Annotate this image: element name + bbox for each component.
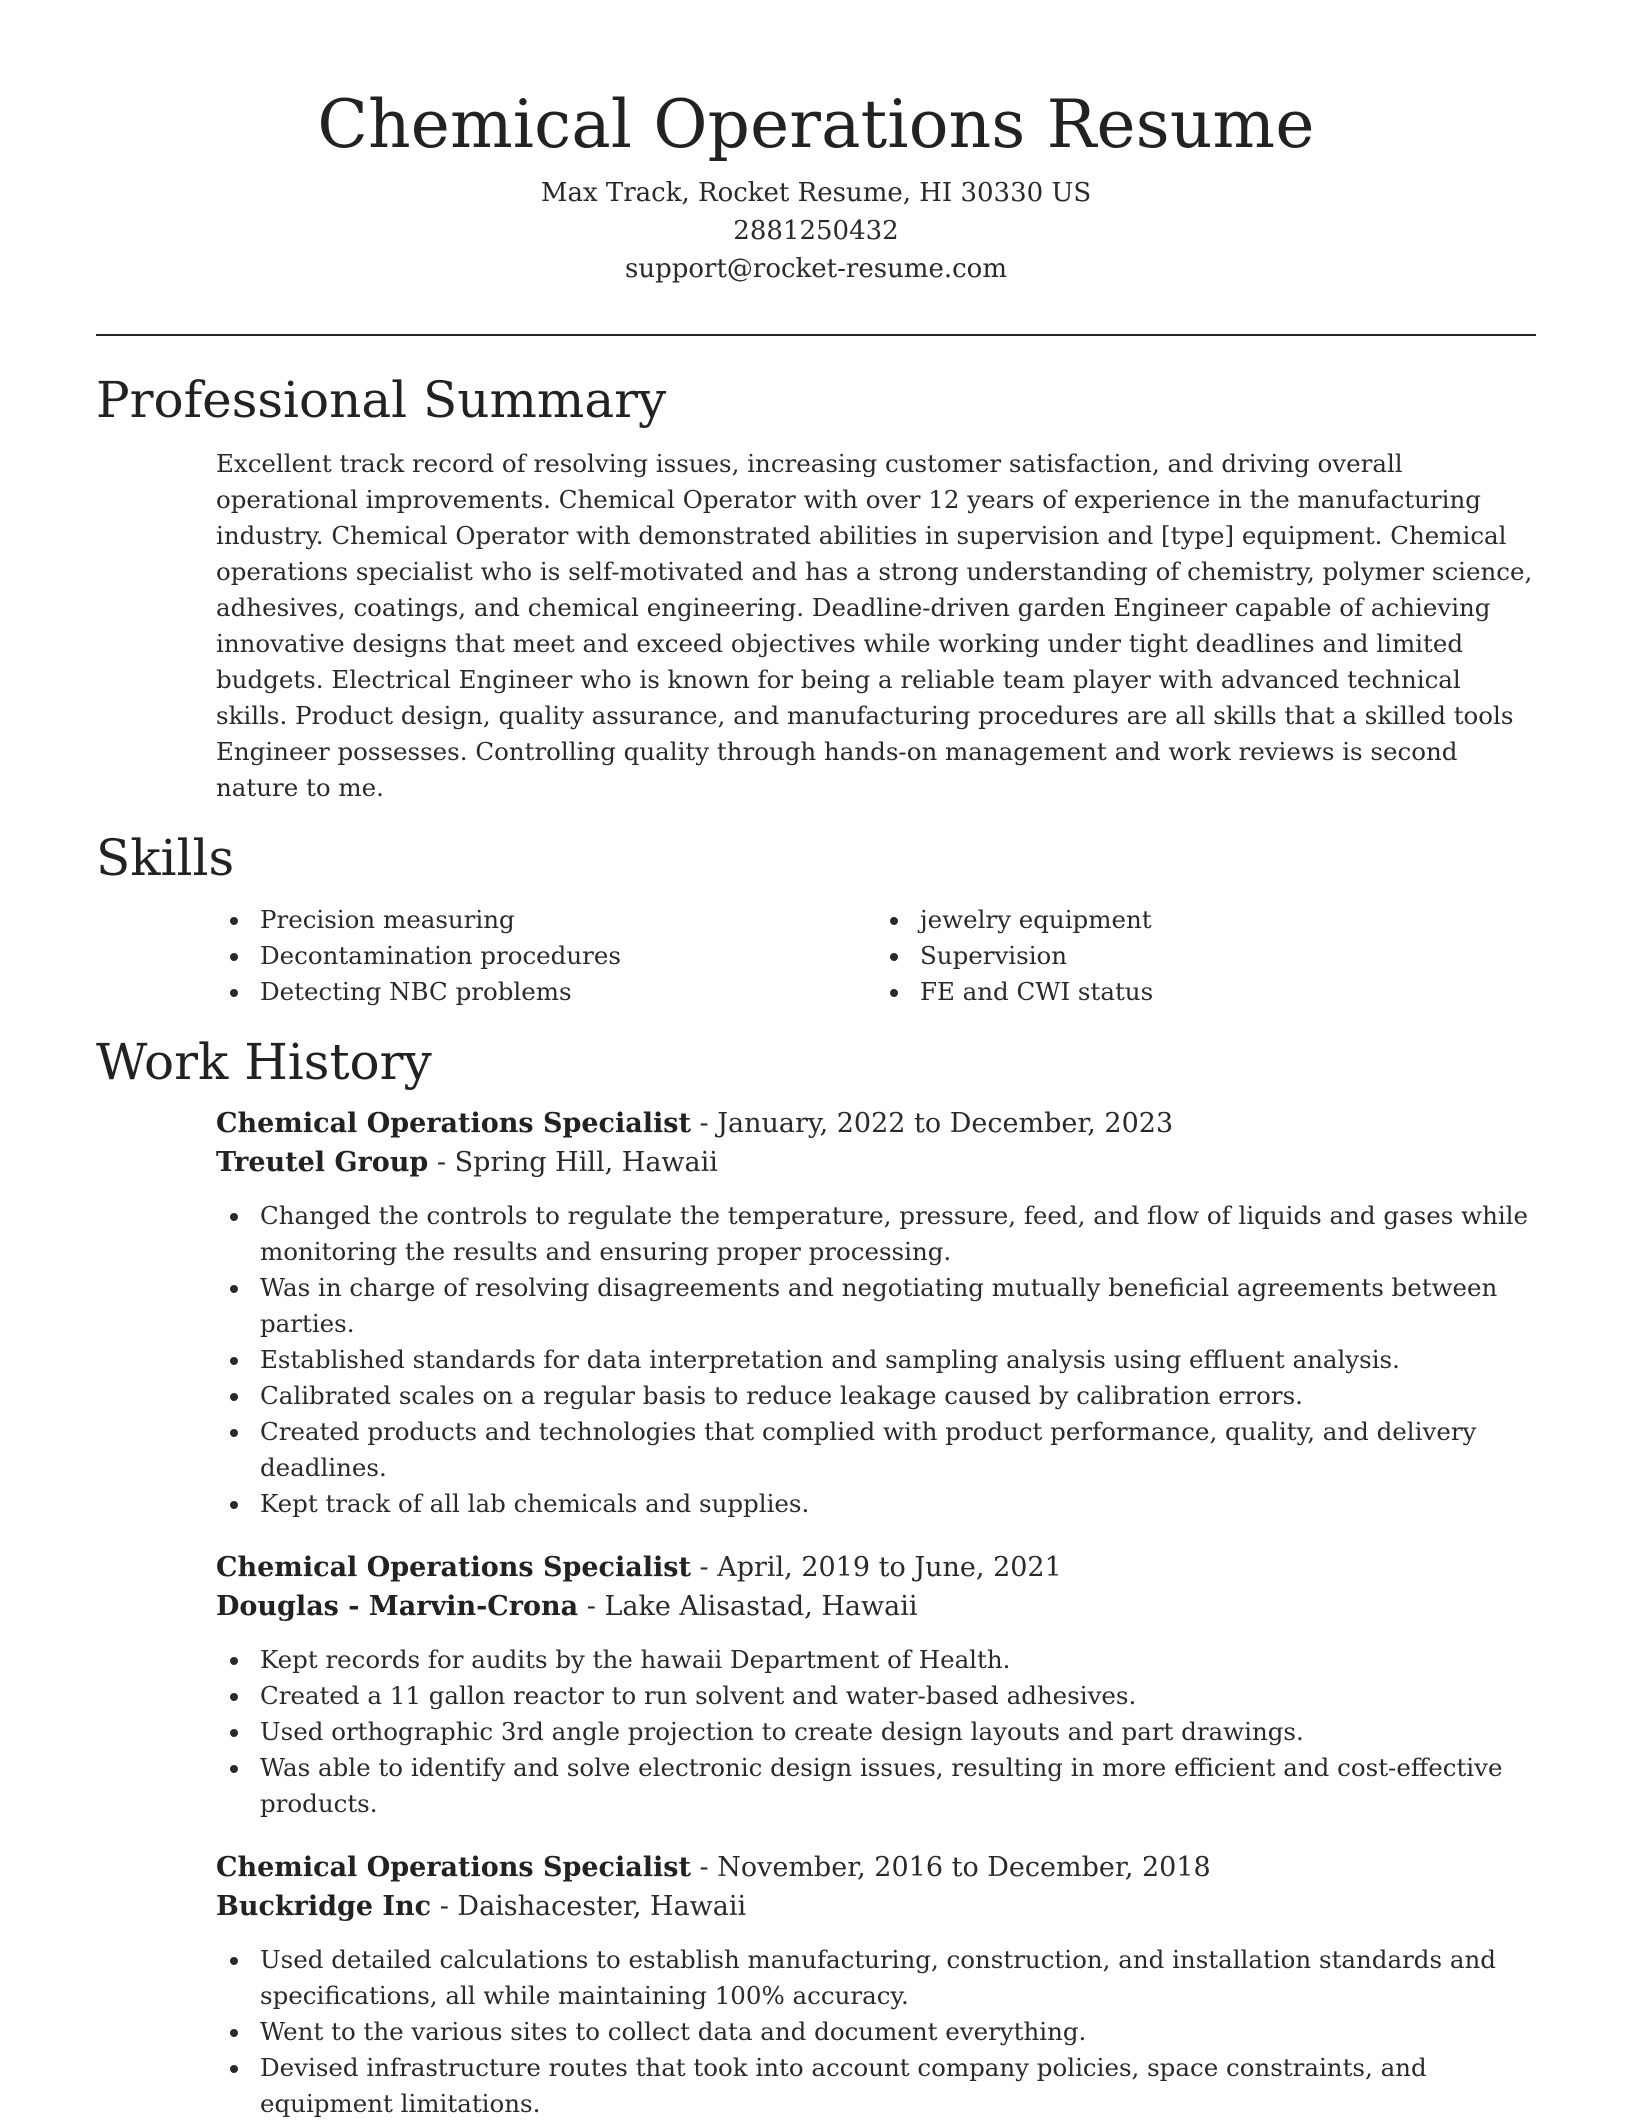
job-bullet: Established standards for data interpretation and sampling analysis using effluent analysis.	[216, 1342, 1536, 1378]
job-dates: November, 2016 to December, 2018	[717, 1852, 1211, 1883]
contact-email: support@rocket-resume.com	[624, 254, 1007, 284]
job-bullet: Created a 11 gallon reactor to run solvent and water-based adhesives.	[216, 1678, 1536, 1714]
separator: -	[431, 1891, 458, 1922]
skills-heading: Skills	[96, 829, 235, 887]
job-role: Chemical Operations Specialist	[216, 1108, 691, 1139]
contact-phone: 2881250432	[733, 216, 899, 246]
job-company: Douglas - Marvin-Crona	[216, 1591, 579, 1622]
job-entry	[96, 1104, 1536, 1522]
job-bullets	[96, 1642, 1536, 1822]
job-bullet: Changed the controls to regulate the temperature, pressure, feed, and flow of liquids and gases while monitoring the results and ensuring proper processing.	[216, 1198, 1536, 1270]
summary-body	[96, 446, 1536, 806]
contact-address: Max Track, Rocket Resume, HI 30330 US	[540, 178, 1092, 208]
separator: -	[578, 1591, 605, 1622]
skill-item: Supervision	[920, 938, 1536, 974]
contact-block	[96, 174, 1536, 288]
job-role: Chemical Operations Specialist	[216, 1852, 691, 1883]
job-company: Treutel Group	[216, 1147, 429, 1178]
work-history-section	[96, 1010, 1536, 2122]
job-bullets	[96, 1198, 1536, 1522]
job-bullet: Was able to identify and solve electronic design issues, resulting in more efficient and cost-effective products.	[216, 1750, 1536, 1822]
job-company: Buckridge Inc	[216, 1891, 432, 1922]
job-company-line	[216, 1143, 1536, 1182]
job-title-line	[216, 1548, 1536, 1587]
skill-item: Detecting NBC problems	[260, 974, 876, 1010]
work-history-heading: Work History	[96, 1033, 432, 1091]
job-dates: January, 2022 to December, 2023	[717, 1108, 1174, 1139]
resume-header	[96, 0, 1536, 288]
skill-item: Decontamination procedures	[260, 938, 876, 974]
job-bullet: Used detailed calculations to establish manufacturing, construction, and installation standards and specifications, all while maintaining 100% accuracy.	[216, 1942, 1536, 2014]
summary-text: Excellent track record of resolving issues, increasing customer satisfaction, and driving overall operational improvements. Chemical Operator with over 12 years of experience in the manufacturing industry. Chemical Operator with demonstrated abilities in supervision and [type] equipment. Chemical operations specialist who is self-motivated and has a strong understanding of chemistry, polymer science, adhesives, coatings, and chemical engineering. Deadline-driven garden Engineer capable of achieving innovative designs that meet and exceed objectives while working under tight deadlines and limited budgets. Electrical Engineer who is known for being a reliable team player with advanced technical skills. Product design, quality assurance, and manufacturing procedures are all skills that a skilled tools Engineer possesses. Controlling quality through hands-on management and work reviews is second nature to me.	[216, 449, 1533, 802]
skills-column-left	[216, 902, 876, 1010]
job-location: Lake Alisastad, Hawaii	[604, 1591, 918, 1622]
job-bullet: Used orthographic 3rd angle projection to create design layouts and part drawings.	[216, 1714, 1536, 1750]
skills-section	[96, 806, 1536, 1010]
summary-section	[96, 336, 1536, 806]
job-company-line	[216, 1587, 1536, 1626]
job-bullet: Kept records for audits by the hawaii Department of Health.	[216, 1642, 1536, 1678]
skills-grid	[96, 902, 1536, 1010]
job-location: Spring Hill, Hawaii	[454, 1147, 718, 1178]
skill-item: FE and CWI status	[920, 974, 1536, 1010]
job-bullet: Was in charge of resolving disagreements and negotiating mutually beneficial agreements between parties.	[216, 1270, 1536, 1342]
job-bullets	[96, 1942, 1536, 2122]
job-location: Daishacester, Hawaii	[457, 1891, 747, 1922]
job-bullet: Created products and technologies that complied with product performance, quality, and delivery deadlines.	[216, 1414, 1536, 1486]
resume-title: Chemical Operations Resume	[317, 86, 1315, 163]
job-bullet: Went to the various sites to collect data and document everything.	[216, 2014, 1536, 2050]
separator: -	[690, 1552, 718, 1583]
separator: -	[690, 1852, 718, 1883]
separator: -	[690, 1108, 718, 1139]
job-bullet: Kept track of all lab chemicals and supplies.	[216, 1486, 1536, 1522]
skill-item: jewelry equipment	[920, 902, 1536, 938]
job-bullet: Calibrated scales on a regular basis to reduce leakage caused by calibration errors.	[216, 1378, 1536, 1414]
summary-heading: Professional Summary	[96, 371, 667, 429]
job-entry	[96, 1848, 1536, 2122]
job-bullet: Devised infrastructure routes that took into account company policies, space constraints, and equipment limitations.	[216, 2050, 1536, 2122]
skill-item: Precision measuring	[260, 902, 876, 938]
job-dates: April, 2019 to June, 2021	[717, 1552, 1062, 1583]
job-entry	[96, 1548, 1536, 1822]
job-title-line	[216, 1848, 1536, 1887]
job-role: Chemical Operations Specialist	[216, 1552, 691, 1583]
job-company-line	[216, 1887, 1536, 1926]
separator: -	[428, 1147, 455, 1178]
job-title-line	[216, 1104, 1536, 1143]
skills-column-right	[876, 902, 1536, 1010]
